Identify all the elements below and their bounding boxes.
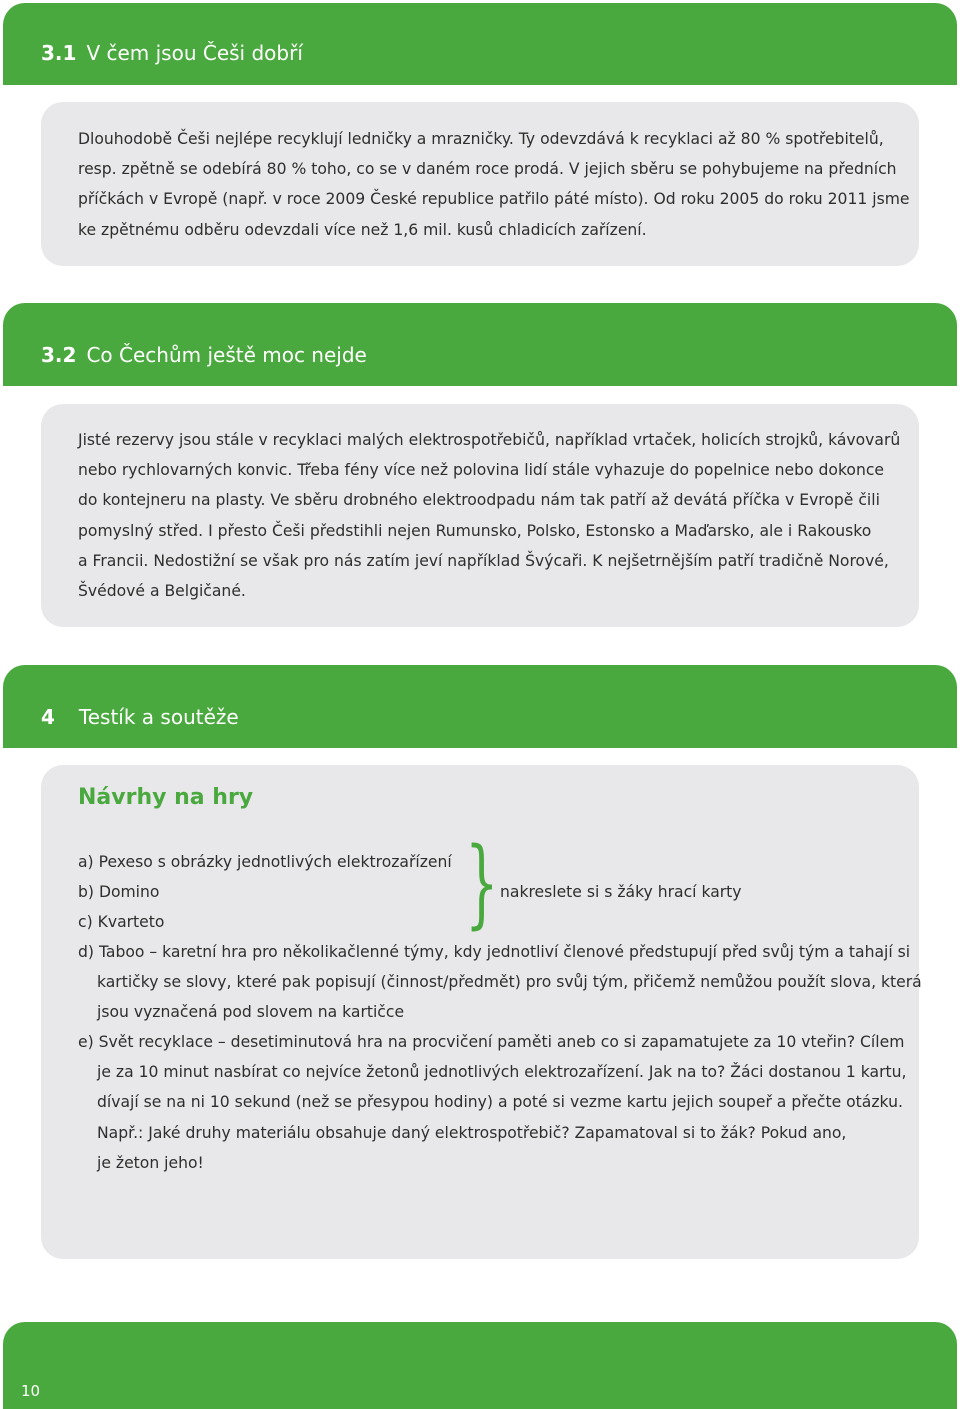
game-item-a: a) Pexeso s obrázky jednotlivých elektrozařízení: [78, 853, 452, 871]
text-line: je za 10 minut nasbírat co nejvíce žetonů jednotlivých elektrozařízení. Jak na to? Žáci dostanou 1 kartu,: [97, 1063, 907, 1082]
text-line: kartičky se slovy, které pak popisují (činnost/předmět) pro svůj tým, přičemž nemůžou použít slova, která: [97, 973, 922, 992]
text-line: pomyslný střed. I přesto Češi předstihli nejen Rumunsko, Polsko, Estonsko a Maďarsko, ale i Rakousko: [78, 521, 872, 540]
section-number: 3.2: [41, 343, 77, 367]
brace-note: nakreslete si s žáky hrací karty: [500, 883, 742, 901]
curly-brace-icon: }: [465, 827, 499, 939]
text-line: a Francii. Nedostižní se však pro nás zatím jeví například Švýcaři. K nejšetrnějším patří tradičně Norové,: [78, 551, 889, 570]
text-line: e) Svět recyklace – desetiminutová hra na procvičení paměti aneb co si zapamatujete za 10 vteřin? Cílem: [78, 1033, 905, 1051]
section-paragraph: [78, 425, 901, 606]
section-title: V čem jsou Češi dobří: [86, 41, 303, 65]
game-item-c: c) Kvarteto: [78, 913, 165, 931]
text-line: resp. zpětně se odebírá 80 % toho, co se v daném roce prodá. V jejich sběru se pohybujeme na předních: [78, 160, 897, 179]
text-line: ke zpětnému odběru odevzdali více než 1,6 mil. kusů chladicích zařízení.: [78, 220, 647, 239]
text-line: Např.: Jaké druhy materiálu obsahuje daný elektrospotřebič? Zapamatoval si to žák? Pokud ano,: [97, 1123, 847, 1142]
section-title-row: [41, 705, 239, 729]
text-line: Dlouhodobě Češi nejlépe recyklují ledničky a mrazničky. Ty odevzdává k recyklaci až 80 % spotřebitelů,: [78, 130, 884, 148]
footer-band: [3, 1322, 957, 1409]
section-box-3-2: [41, 404, 919, 627]
text-line: Švédové a Belgičané.: [78, 582, 246, 601]
games-heading: Návrhy na hry: [78, 785, 254, 810]
page-number: 10: [21, 1382, 41, 1400]
text-line: do kontejneru na plasty. Ve sběru drobného elektroodpadu nám tak patří až devátá příčka v Evropě čili: [78, 491, 880, 510]
section-title-row: [41, 41, 303, 65]
section-number: 4: [41, 705, 55, 729]
text-line: nebo rychlovarných konvic. Třeba fény více než polovina lidí stále vyhazuje do popelnice nebo dokonce: [78, 461, 885, 480]
text-line: dívají se na ni 10 sekund (než se přesypou hodiny) a poté si vezme kartu jejich soupeř a přečte otázku.: [97, 1093, 903, 1112]
text-line: je žeton jeho!: [97, 1153, 204, 1172]
section-paragraph: [78, 124, 910, 245]
game-item-d: [78, 937, 922, 1028]
text-line: příčkách v Evropě (např. v roce 2009 České republice patřilo páté místo). Od roku 2005 do roku 2011 jsme: [78, 190, 910, 209]
section-box-3-1: [41, 102, 919, 266]
text-line: jsou vyznačená pod slovem na kartičce: [97, 1003, 405, 1022]
games-box: [41, 765, 922, 1259]
section-title-row: [41, 343, 367, 367]
section-header-3-2: [3, 303, 957, 386]
text-line: Jisté rezervy jsou stále v recyklaci malých elektrospotřebičů, například vrtaček, holicích strojků, kávovarů: [78, 431, 901, 449]
game-item-b: b) Domino: [78, 883, 160, 901]
section-title: Testík a soutěže: [78, 705, 239, 729]
section-header-4: [3, 665, 957, 748]
section-number: 3.1: [41, 41, 77, 65]
game-item-e: [78, 1027, 906, 1178]
text-line: d) Taboo – karetní hra pro několikačlenné týmy, kdy jednotliví členové předstupují před svůj tým a tahají si: [78, 943, 911, 961]
section-header-3-1: [3, 3, 957, 85]
section-title: Co Čechům ještě moc nejde: [86, 343, 367, 367]
